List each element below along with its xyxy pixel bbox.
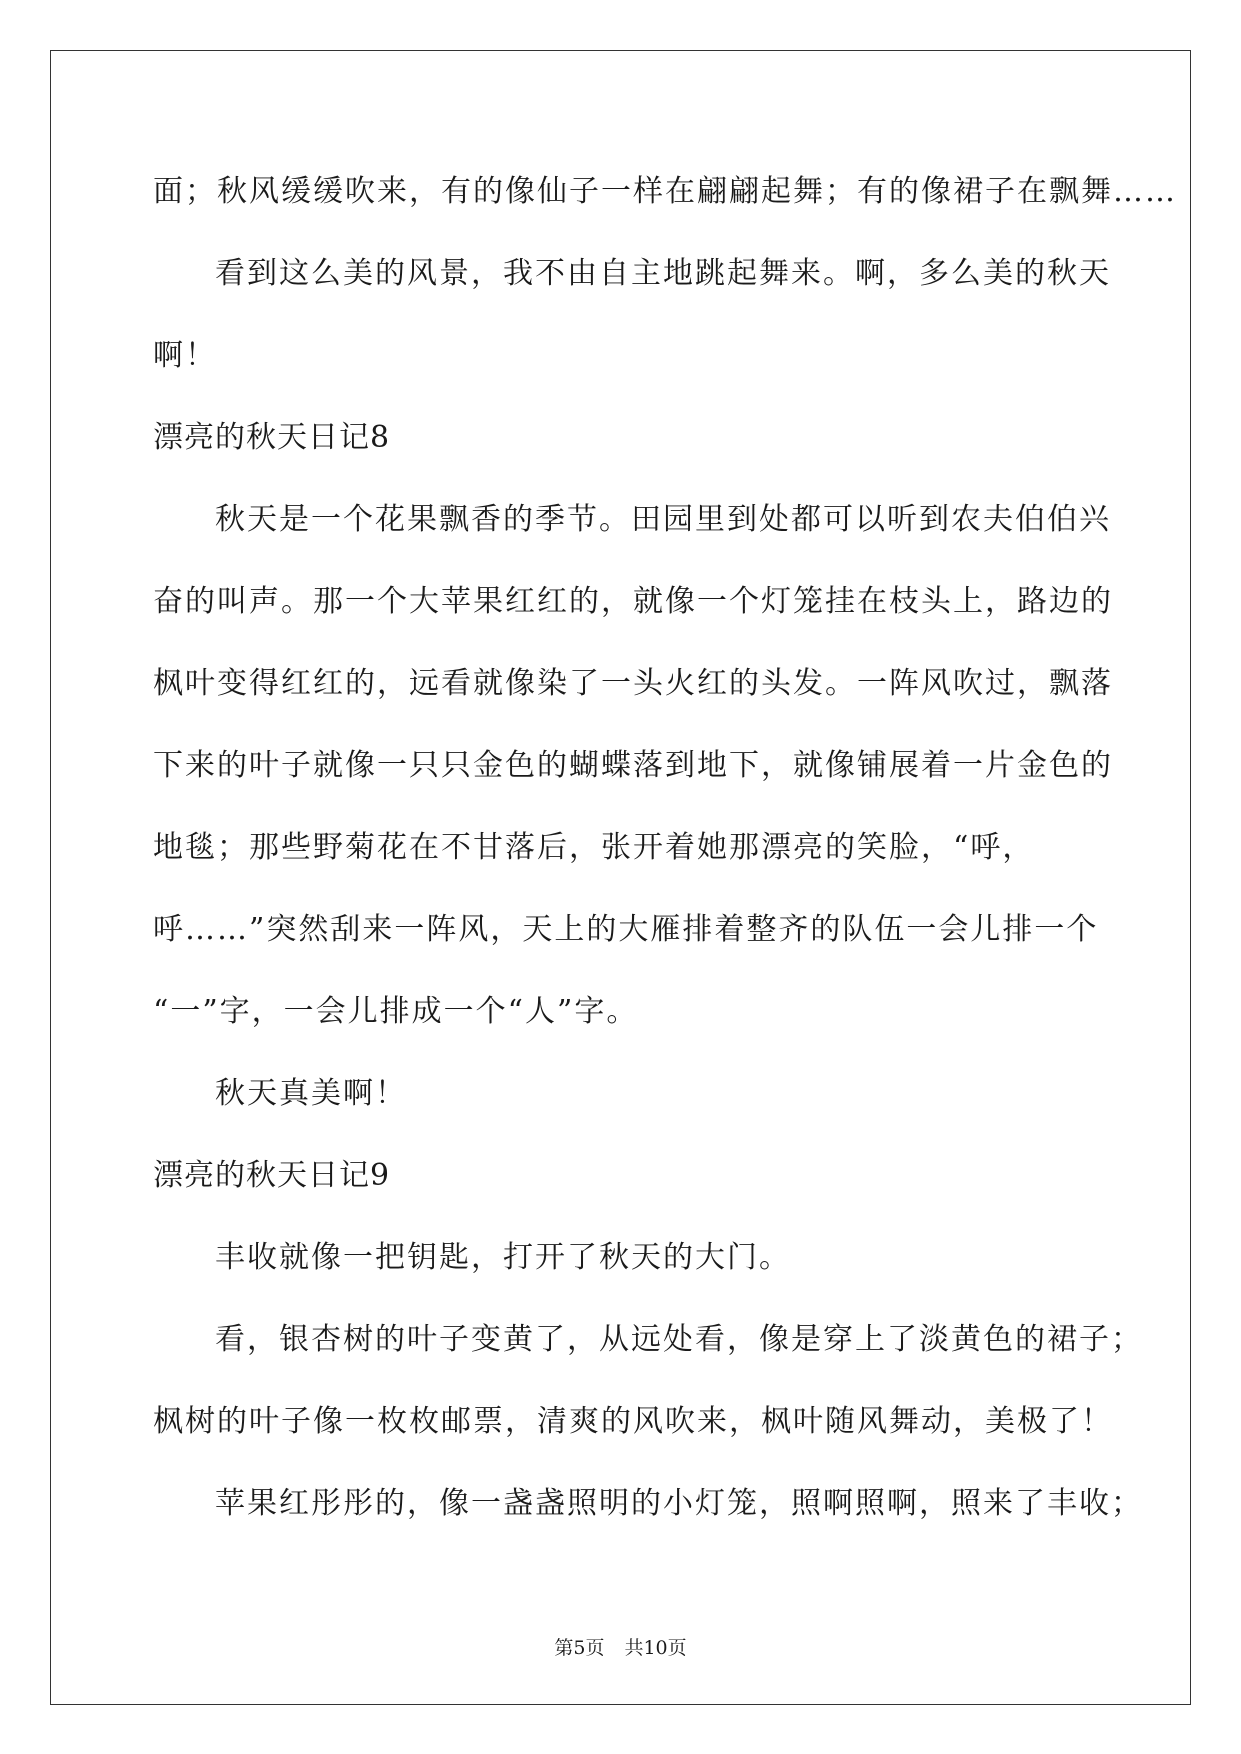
text-line: 奋的叫声。那一个大苹果红红的，就像一个灯笼挂在枝头上，路边的 (153, 584, 1113, 619)
text-line: 苹果红彤彤的，像一盏盏照明的小灯笼，照啊照啊，照来了丰收； (215, 1486, 1143, 1521)
text-line: 下来的叶子就像一只只金色的蝴蝶落到地下，就像铺展着一片金色的 (153, 748, 1113, 783)
section-heading: 漂亮的秋天日记9 (153, 1158, 391, 1193)
text-line: 地毯；那些野菊花在不甘落后，张开着她那漂亮的笑脸，“呼， (153, 830, 1035, 865)
text-line: 枫树的叶子像一枚枚邮票，清爽的风吹来，枫叶随风舞动，美极了！ (153, 1404, 1113, 1439)
page-border (50, 50, 1191, 1705)
page-total: 共10页 (624, 1637, 687, 1659)
text-line: 秋天真美啊！ (215, 1076, 407, 1111)
text-line: 看到这么美的风景，我不由自主地跳起舞来。啊，多么美的秋天 (215, 256, 1111, 291)
section-heading: 漂亮的秋天日记8 (153, 420, 391, 455)
page-footer (0, 1636, 1241, 1660)
page-number: 第5页 (554, 1637, 605, 1659)
text-line: 啊！ (153, 338, 217, 373)
text-line: 看，银杏树的叶子变黄了，从远处看，像是穿上了淡黄色的裙子； (215, 1322, 1143, 1357)
text-line: 呼……”突然刮来一阵风，天上的大雁排着整齐的队伍一会儿排一个 (153, 912, 1099, 947)
text-line: 枫叶变得红红的，远看就像染了一头火红的头发。一阵风吹过，飘落 (153, 666, 1113, 701)
text-line: 秋天是一个花果飘香的季节。田园里到处都可以听到农夫伯伯兴 (215, 502, 1111, 537)
text-line: 面；秋风缓缓吹来，有的像仙子一样在翩翩起舞；有的像裙子在飘舞…… (153, 174, 1177, 209)
text-line: “一”字，一会儿排成一个“人”字。 (153, 994, 639, 1029)
text-line: 丰收就像一把钥匙，打开了秋天的大门。 (215, 1240, 791, 1275)
